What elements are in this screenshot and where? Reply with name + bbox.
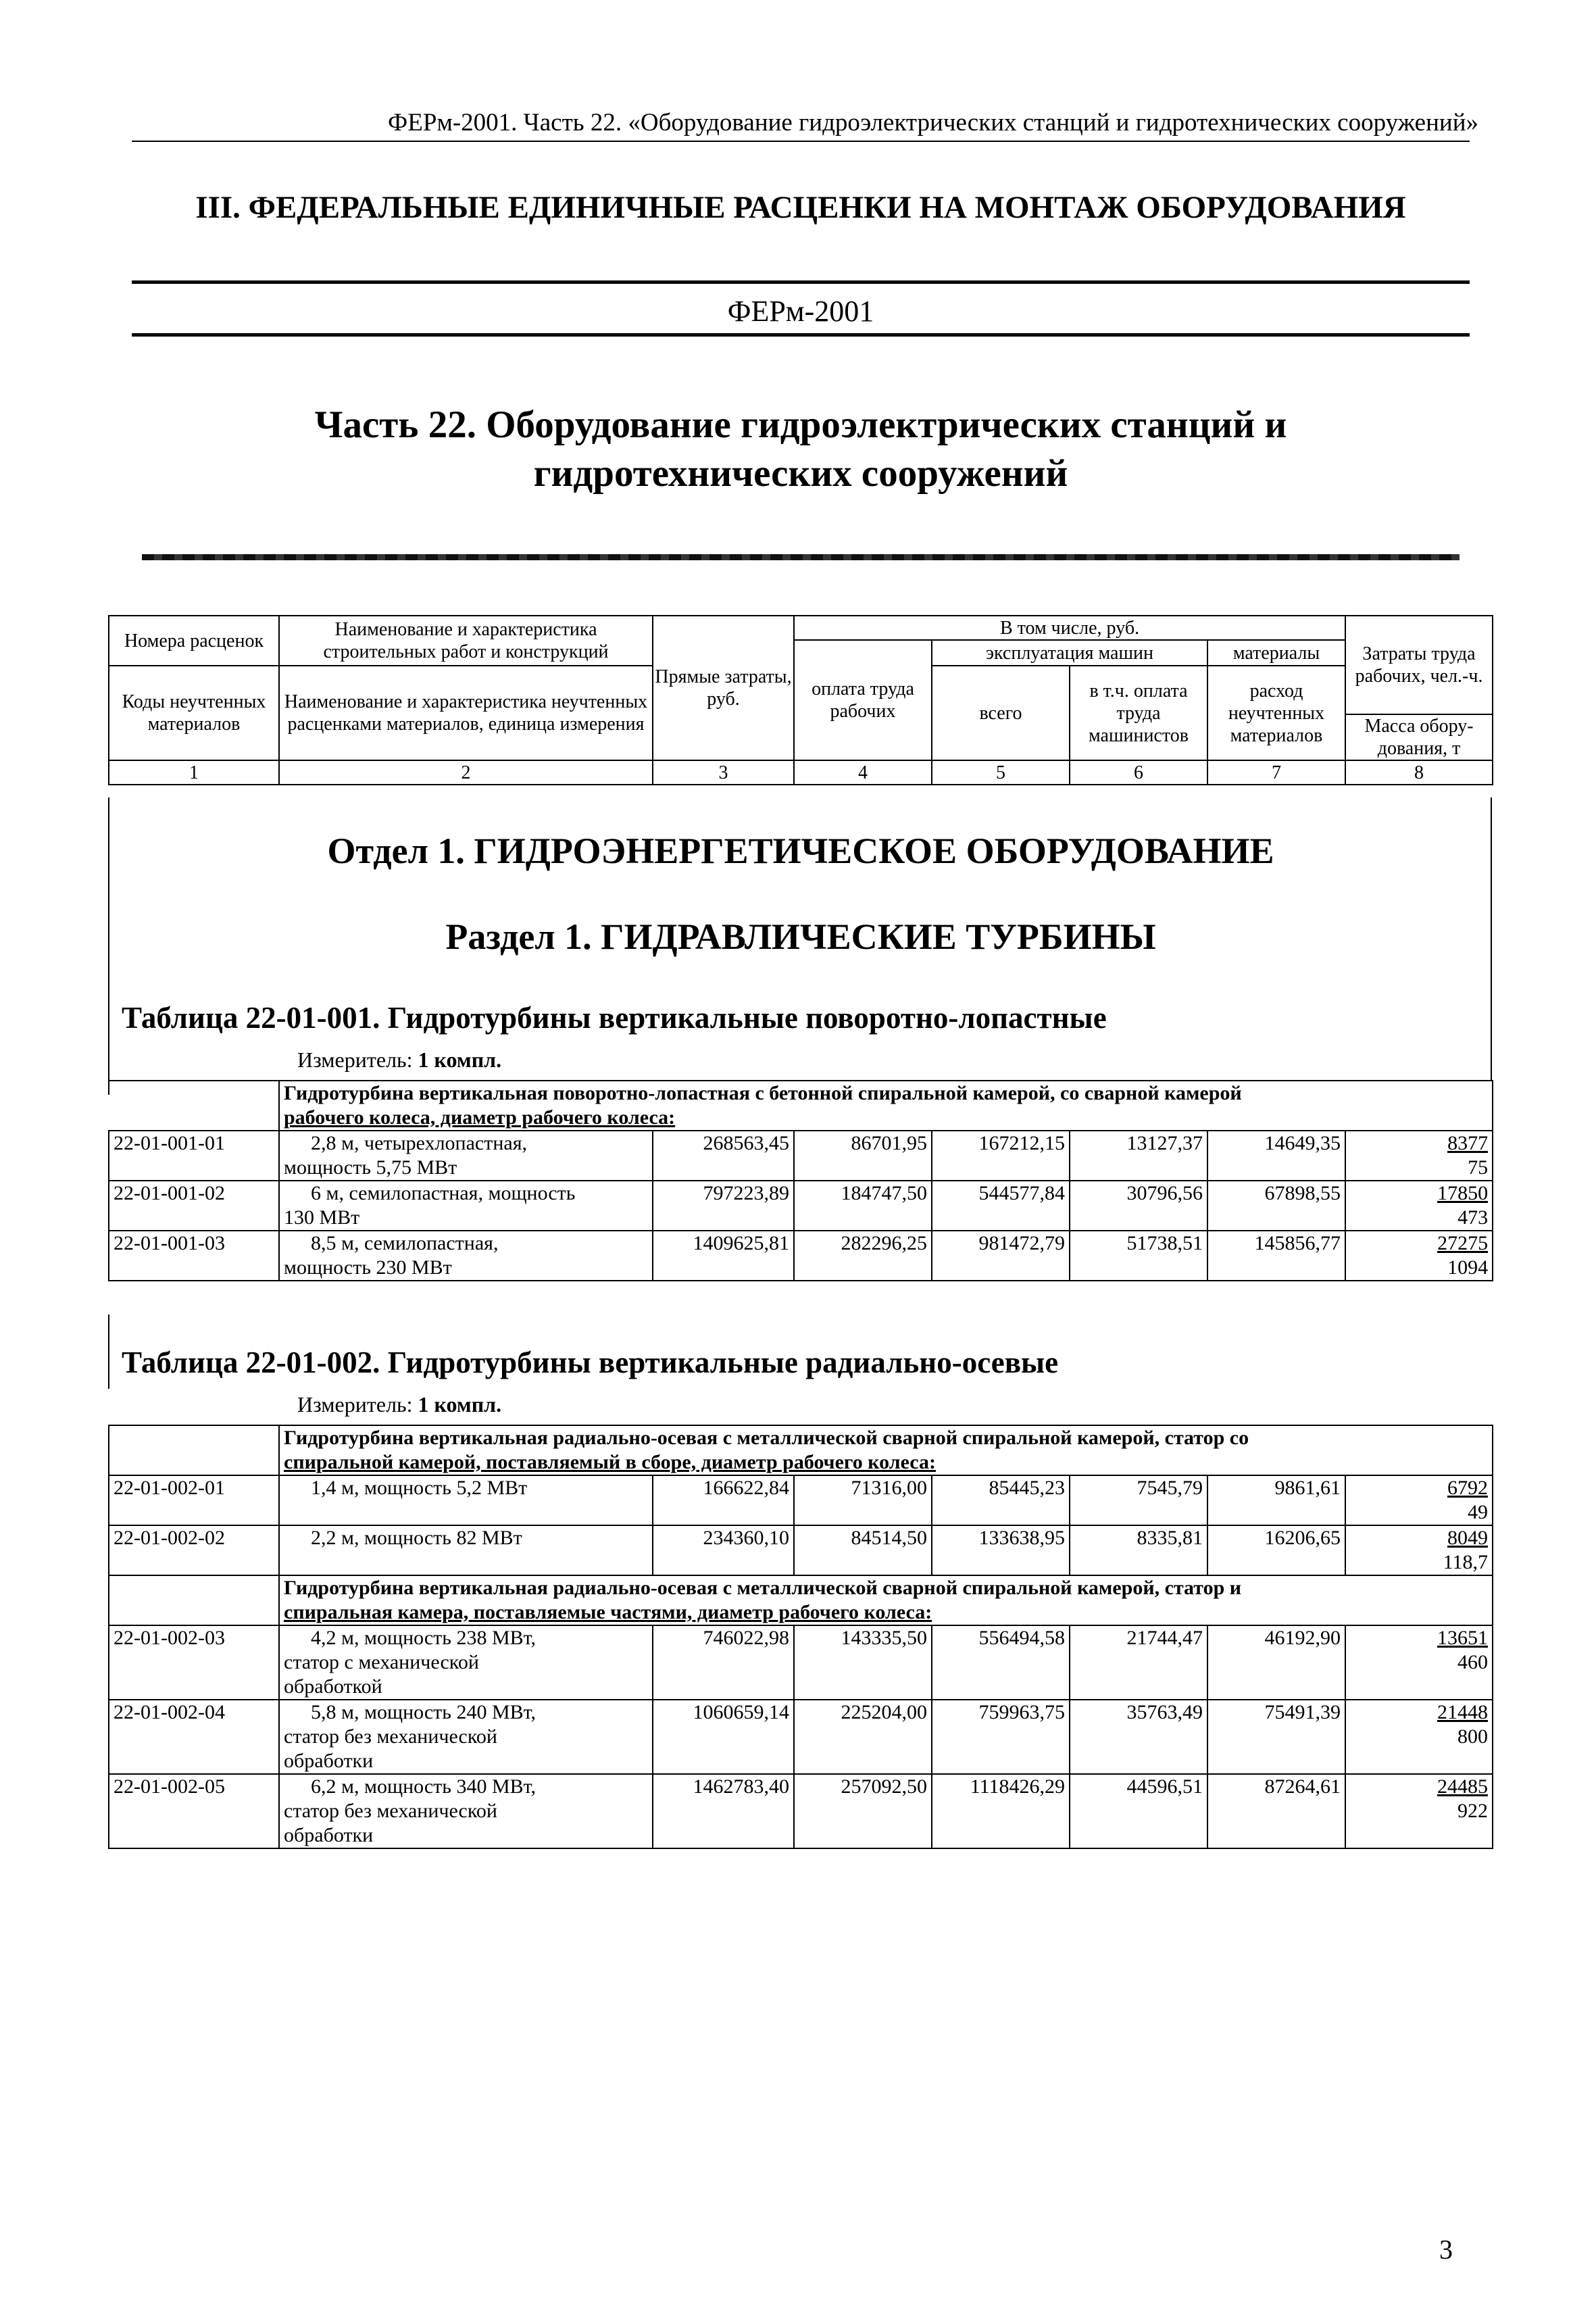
head-mat-name: Наименование и характеристика неучтенных расценками материалов, единица измерения [279,666,653,760]
group-line: Гидротурбина вертикальная радиально-осевая с металлической сварной спиральной камерой, статор и [284,1577,1242,1599]
measure-label: Измеритель: [297,1392,413,1417]
cell-labor-mass: 8377 75 [1345,1131,1493,1181]
cell-wage: 225204,00 [794,1700,932,1774]
row-name: 1,4 м, мощность 5,2 МВт [279,1475,653,1525]
measure-value: 1 компл. [418,1048,502,1072]
cell-direct-cost: 268563,45 [653,1131,794,1181]
cell-materials: 67898,55 [1207,1181,1345,1231]
group-line: Гидротурбина вертикальная поворотно-лопастная с бетонной спиральной камерой, со сварной камерой [284,1082,1242,1104]
head-machines: эксплуатация машин [932,640,1207,666]
cell-mach-total: 133638,95 [932,1525,1070,1575]
cell-mach-total: 85445,23 [932,1475,1070,1525]
row-code: 22-01-002-03 [109,1625,279,1700]
row-name: 5,8 м, мощность 240 МВт, статор без механической обработки [279,1700,653,1774]
part-title-line1: Часть 22. Оборудование гидроэлектрических станций и [314,403,1287,446]
page-number: 3 [1439,2234,1453,2265]
col-num: 4 [794,760,932,785]
cell-direct-cost: 1462783,40 [653,1774,794,1848]
cell-labor-mass: 27275 1094 [1345,1231,1493,1281]
measure-label: Измеритель: [297,1048,413,1072]
table1-measure [297,1048,501,1073]
table2-measure [297,1392,501,1417]
cell-direct-cost: 1060659,14 [653,1700,794,1774]
cell-wage: 84514,50 [794,1525,932,1575]
col-num: 1 [109,760,279,785]
cell-mach-total: 759963,75 [932,1700,1070,1774]
column-header-table [108,615,1493,785]
row-code: 22-01-002-01 [109,1475,279,1525]
row-code: 22-01-001-02 [109,1181,279,1231]
col-num: 3 [653,760,794,785]
cell-mach-total: 1118426,29 [932,1774,1070,1848]
table-row [109,1181,1493,1231]
row-code: 22-01-001-01 [109,1131,279,1181]
cell-wage: 257092,50 [794,1774,932,1848]
table-row [109,1774,1493,1848]
cell-mach-wage: 30796,56 [1070,1181,1207,1231]
row-name: 6 м, семилопастная, мощность 130 МВт [279,1181,653,1231]
table-row [109,1525,1493,1575]
table-row [109,1700,1493,1774]
head-mat-consumption: расход неучтенных материалов [1207,666,1345,760]
cell-labor-mass: 8049 118,7 [1345,1525,1493,1575]
cell-labor-mass: 24485 922 [1345,1774,1493,1848]
section-heading: Отдел 1. ГИДРОЭНЕРГЕТИЧЕСКОЕ ОБОРУДОВАНИЕ [327,831,1274,871]
head-including: В том числе, руб. [794,616,1345,640]
row-code: 22-01-002-05 [109,1774,279,1848]
head-mach-total: всего [932,666,1070,760]
cell-direct-cost: 234360,10 [653,1525,794,1575]
group-header [279,1575,1493,1625]
measure-value: 1 компл. [418,1392,502,1417]
row-code: 22-01-002-04 [109,1700,279,1774]
group-line: спиральной камерой, поставляемый в сборе, диаметр рабочего колеса: [284,1451,936,1473]
cell-mach-wage: 13127,37 [1070,1131,1207,1181]
cell-labor-mass: 21448 800 [1345,1700,1493,1774]
cell-wage: 282296,25 [794,1231,932,1281]
header-rule [132,141,1470,142]
cell-direct-cost: 746022,98 [653,1625,794,1700]
cell-labor-mass: 17850 473 [1345,1181,1493,1231]
table-row [109,1231,1493,1281]
cell-mach-wage: 8335,81 [1070,1525,1207,1575]
main-title: III. ФЕДЕРАЛЬНЫЕ ЕДИНИЧНЫЕ РАСЦЕНКИ НА МОНТАЖ ОБОРУДОВАНИЯ [195,190,1406,225]
cell-wage: 71316,00 [794,1475,932,1525]
col-num: 7 [1207,760,1345,785]
part-title-line2: гидротехнических сооружений [533,452,1068,495]
cell-mach-total: 544577,84 [932,1181,1070,1231]
col-num: 2 [279,760,653,785]
cell-labor-mass: 13651 460 [1345,1625,1493,1700]
row-name: 4,2 м, мощность 238 МВт, статор с механической обработкой [279,1625,653,1700]
table1 [108,1080,1493,1281]
cell-wage: 143335,50 [794,1625,932,1700]
group-header [279,1081,1493,1131]
part-title [132,401,1470,498]
cell-direct-cost: 797223,89 [653,1181,794,1231]
running-header: ФЕРм-2001. Часть 22. «Оборудование гидроэлектрических станций и гидротехнических сооружений» [388,109,1478,137]
head-materials: материалы [1207,640,1345,666]
cell-direct-cost: 1409625,81 [653,1231,794,1281]
cell-mach-wage: 21744,47 [1070,1625,1207,1700]
table-row [109,1625,1493,1700]
head-labor: Затраты труда рабочих, чел.-ч. [1345,616,1493,714]
cell-mach-total: 167212,15 [932,1131,1070,1181]
col-num: 8 [1345,760,1493,785]
code-label: ФЕРм-2001 [727,295,874,328]
head-mat-codes: Коды неучтенных материалов [109,666,279,760]
cell-materials: 87264,61 [1207,1774,1345,1848]
table2 [108,1425,1493,1849]
head-mass: Масса обору-дования, т [1345,714,1493,760]
row-name: 8,5 м, семилопастная, мощность 230 МВт [279,1231,653,1281]
cell-wage: 184747,50 [794,1181,932,1231]
head-mach-wage: в т.ч. оплата труда машинистов [1070,666,1207,760]
table-row [109,1131,1493,1181]
group-line: рабочего колеса, диаметр рабочего колеса: [284,1106,676,1129]
cell-materials: 46192,90 [1207,1625,1345,1700]
group-line: Гидротурбина вертикальная радиально-осевая с металлической сварной спиральной камерой, статор со [284,1427,1249,1449]
cell-mach-total: 981472,79 [932,1231,1070,1281]
table-row [109,1475,1493,1525]
col-num: 5 [932,760,1070,785]
head-codes: Номера расценок [109,616,279,666]
cell-mach-wage: 51738,51 [1070,1231,1207,1281]
cell-mach-wage: 7545,79 [1070,1475,1207,1525]
cell-materials: 9861,61 [1207,1475,1345,1525]
head-wage: оплата труда рабочих [794,640,932,760]
cell-materials: 75491,39 [1207,1700,1345,1774]
cell-labor-mass: 6792 49 [1345,1475,1493,1525]
cell-mach-wage: 35763,49 [1070,1700,1207,1774]
row-code: 22-01-002-02 [109,1525,279,1575]
row-name: 2,2 м, мощность 82 МВт [279,1525,653,1575]
row-name: 2,8 м, четырехлопастная, мощность 5,75 МВт [279,1131,653,1181]
cell-mach-wage: 44596,51 [1070,1774,1207,1848]
row-name: 6,2 м, мощность 340 МВт, статор без механической обработки [279,1774,653,1848]
subsection-heading: Раздел 1. ГИДРАВЛИЧЕСКИЕ ТУРБИНЫ [445,916,1156,957]
table1-title: Таблица 22-01-001. Гидротурбины вертикальные поворотно-лопастные [122,1001,1107,1035]
row-code: 22-01-001-03 [109,1231,279,1281]
cell-direct-cost: 166622,84 [653,1475,794,1525]
table2-title: Таблица 22-01-002. Гидротурбины вертикальные радиально-осевые [122,1346,1059,1379]
part-rule [142,554,1460,560]
cell-wage: 86701,95 [794,1131,932,1181]
cell-materials: 16206,65 [1207,1525,1345,1575]
title-rule-top [132,280,1470,284]
title-rule-bottom [132,333,1470,337]
cell-mach-total: 556494,58 [932,1625,1070,1700]
cell-materials: 145856,77 [1207,1231,1345,1281]
head-direct-cost: Прямые затраты, руб. [653,616,794,760]
group-line: спиральная камера, поставляемые частями, диаметр рабочего колеса: [284,1601,932,1623]
cell-materials: 14649,35 [1207,1131,1345,1181]
col-num: 6 [1070,760,1207,785]
head-name: Наименование и характеристика строительных работ и конструкций [279,616,653,666]
frame-left [108,1314,109,1389]
group-header [279,1425,1493,1475]
